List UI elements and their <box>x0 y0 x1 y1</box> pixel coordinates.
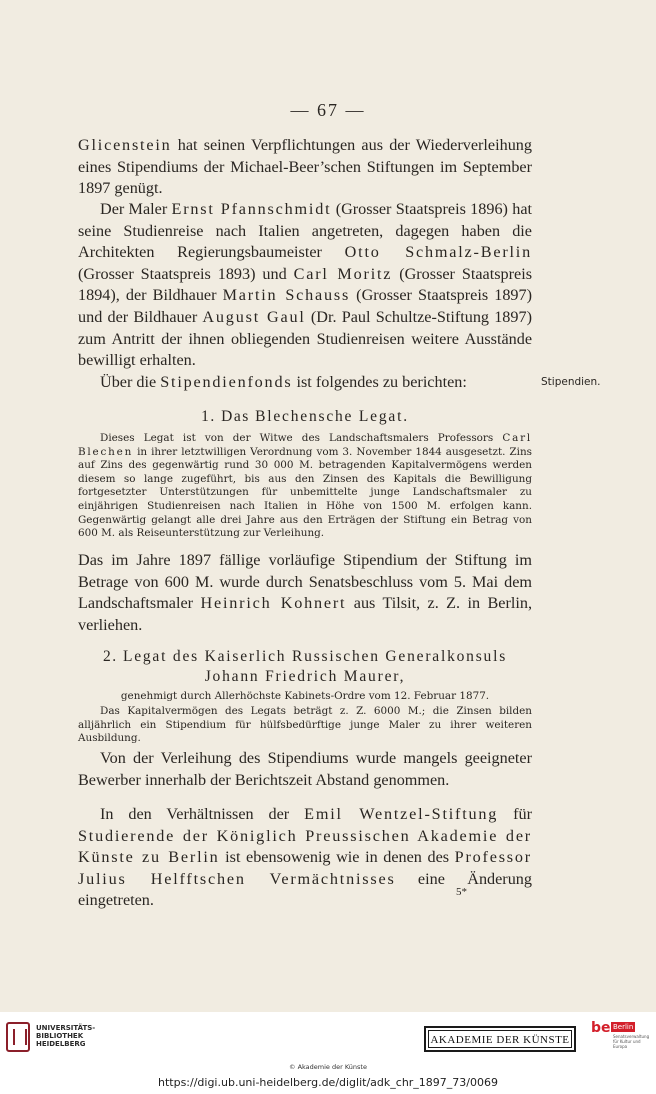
text-run: Legat des Kaiserlich Russischen Generalkonsuls <box>122 648 508 665</box>
text-run: Dieses Legat ist von der Witwe des Landschaftsmalers Professors <box>100 432 503 444</box>
text-run: Ernst Pfannschmidt <box>171 200 332 218</box>
akademie-logo-text: AKADEMIE DER KÜNSTE <box>428 1030 572 1048</box>
text-run: Carl Blechen <box>78 432 532 458</box>
text-run: (Grosser Staatspreis 1897) und der Bildhauer <box>78 286 532 326</box>
text-run: ist ebensowenig wie in denen des <box>219 848 455 867</box>
text-run: Carl Moritz <box>293 264 393 283</box>
text-run: August Gaul <box>202 307 306 326</box>
heading-maurer-name <box>78 668 532 686</box>
note-maurer-kapital <box>78 705 532 746</box>
berlin-logo-text: Berlin <box>613 1023 634 1031</box>
text-run: aus Tilsit, z. Z. in Berlin, verliehen. <box>78 594 532 634</box>
text-run: Johann Friedrich Maurer, <box>204 668 406 685</box>
text-run: hat seinen Verpflichtungen aus der Wiederverleihung eines Stipendiums der Michael-Beer’schen Stiftungen im September 1897 genügt. <box>78 136 532 198</box>
text-run: In den Verhältnissen der <box>100 805 305 823</box>
source-url[interactable]: https://digi.ub.uni-heidelberg.de/diglit/adk_chr_1897_73/0069 <box>157 1076 499 1089</box>
signature-mark: 5* <box>456 886 467 898</box>
page-number: — 67 — <box>290 100 366 120</box>
paragraph-kohnert <box>78 550 532 636</box>
text-run: Blechensche Legat. <box>255 408 409 425</box>
heading-blechensche-legat <box>78 408 532 426</box>
text-run: Das Kapitalvermögen des Legats beträgt z. Z. 6000 M.; die Zinsen bilden alljährlich ein Stipendium für hülfsbedürftige junge Maler zu ihrer weiteren Ausbildung. <box>78 705 532 745</box>
heidelberg-logo[interactable] <box>6 1020 126 1060</box>
text-run: in ihrer letztwilligen Verordnung vom 3. November 1844 ausgesetzt. Zins auf Zins des gegenwärtig rund 30 000 M. betragenden Kapitalvermögens werden diesem so lange zugeführt, bis aus den Zinsen des Kapitals die Bewilligung fortgesetzter Unterstützungen für unbemittelte junge Landschaftsmaler zu einjährigen Studienreisen nach Italien in Höhe von 1500 M. erfolgen kann. Gegenwärtig gelangt alle drei Jahre aus den Erträgen der Stiftung ein Betrag von 600 M. als Reiseunterstützung zur Verleihung. <box>78 445 532 540</box>
paragraph-glicenstein <box>78 135 532 200</box>
text-run: 2. <box>102 648 123 665</box>
text-run: Emil Wentzel-Stiftung <box>304 805 499 823</box>
text-run: Martin Schauss <box>222 286 351 305</box>
paragraph-studienreisen <box>78 199 532 372</box>
note-blechen <box>78 432 532 541</box>
heading-maurer-legat <box>78 648 532 666</box>
text-run: (Grosser Staatspreis 1894), der Bildhauer <box>78 264 533 305</box>
note-kabinets-ordre <box>78 690 532 704</box>
text-run: Der Maler <box>100 200 172 218</box>
margin-note: Stipendien. <box>541 376 601 388</box>
be-logo-text: be <box>591 1020 611 1036</box>
text-run: Studierende der Königlich Preussischen Akademie der Künste zu Berlin <box>78 826 532 867</box>
text-run: für <box>498 805 533 823</box>
text-run: Professor Julius Helfftschen Vermächtnisses <box>78 848 532 888</box>
text-run: Über die <box>100 373 161 391</box>
text-run: (Dr. Paul Schultze-Stiftung 1897) zum Antritt der ihnen obliegenden Studienreisen weitere Ausstände bewilligt erhalten. <box>78 307 532 370</box>
berlin-logo[interactable] <box>591 1020 649 1054</box>
text-run: genehmigt durch Allerhöchste Kabinets-Ordre vom 12. Februar 1877. <box>120 690 490 702</box>
text-run: (Grosser Staatspreis 1893) und <box>78 264 294 283</box>
paragraph-stipendienfonds <box>78 372 532 394</box>
library-name: UNIVERSITÄTS- BIBLIOTHEK HEIDELBERG <box>36 1024 96 1048</box>
copyright-text: © Akademie der Künste <box>289 1063 367 1071</box>
text-run: Otto Schmalz-Berlin <box>344 243 532 262</box>
paragraph-verleihung <box>78 748 532 791</box>
text-run: 1. Das <box>201 408 256 425</box>
text-run: Von der Verleihung des Stipendiums wurde mangels geeigneter Bewerber innerhalb der Berichtszeit Abstand genommen. <box>78 749 532 789</box>
text-run: Das im Jahre 1897 fällige vorläufige Stipendium der Stiftung im Betrage von 600 M. wurde durch Senatsbeschluss vom 5. Mai dem Landschaftsmaler <box>78 551 532 613</box>
text-run: eine Änderung eingetreten. <box>78 869 532 910</box>
berlin-logo-subtitle: Senatsverwaltung für Kultur und Europa <box>613 1034 650 1049</box>
text-run: Stipendienfonds <box>160 373 293 391</box>
text-run: (Grosser Staatspreis 1896) hat seine Studienreise nach Italien angetreten, dagegen haben die Architekten Regierungsbaumeister <box>78 200 532 262</box>
akademie-logo[interactable] <box>424 1026 576 1052</box>
text-run: Heinrich Kohnert <box>200 594 347 613</box>
text-run: ist folgendes zu berichten: <box>292 373 467 391</box>
crest-icon <box>6 1022 30 1052</box>
text-run: Glicenstein <box>78 136 172 154</box>
